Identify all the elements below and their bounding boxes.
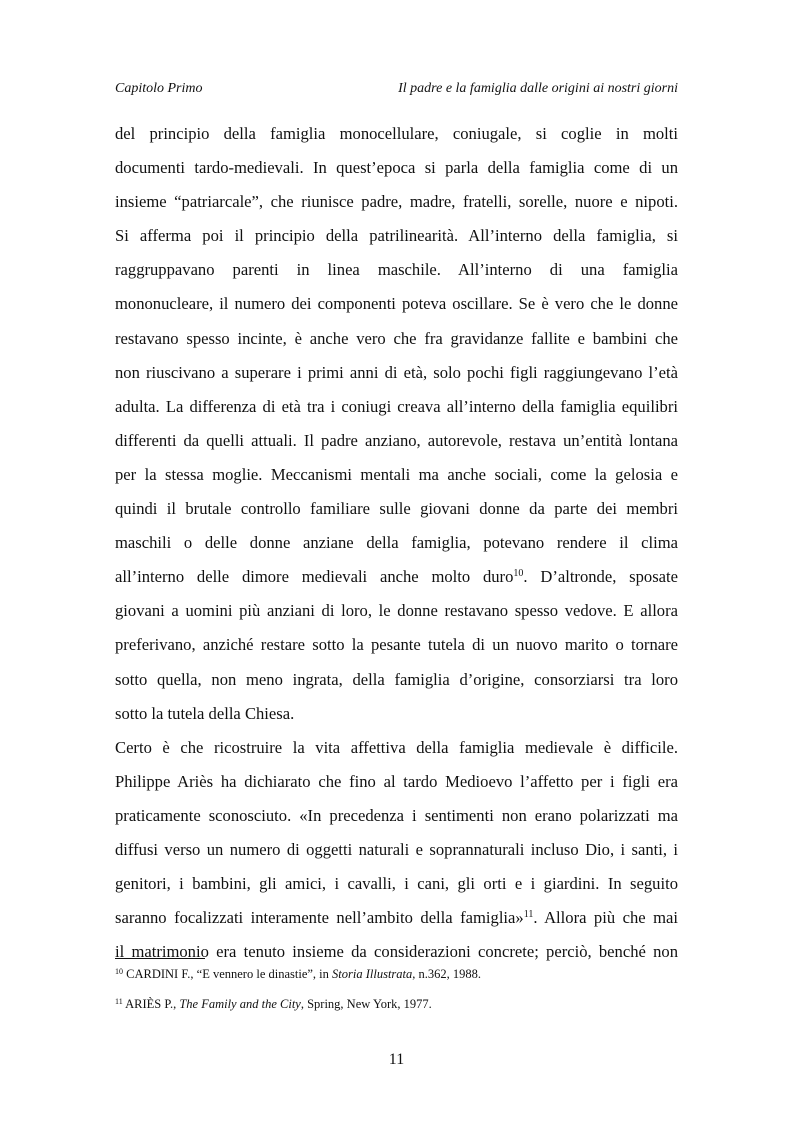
text-line-with-footnote-ref xyxy=(115,901,678,935)
text-line: raggruppavano parenti in linea maschile. All’interno di una famiglia xyxy=(115,260,678,280)
text-line: non riuscivano a superare i primi anni di età, solo pochi figli raggiungevano l’età xyxy=(115,362,678,382)
body-text xyxy=(115,117,678,969)
text-line: Si afferma poi il principio della patrilinearità. All’interno della famiglia, si xyxy=(115,226,678,246)
text-line: preferivano, anziché restare sotto la pesante tutela di un nuovo marito o tornare xyxy=(115,635,678,655)
text-segment: all’interno delle dimore medievali anche molto duro xyxy=(115,567,514,587)
text-line-with-footnote-ref xyxy=(115,560,678,594)
text-line: genitori, i bambini, gli amici, i cavalli, i cani, gli orti e i giardini. In seguito xyxy=(115,874,678,894)
footnote-ref-11[interactable]: 11 xyxy=(523,909,534,921)
text-line: del principio della famiglia monocellulare, coniugale, si coglie in molti xyxy=(115,124,678,143)
footnote-text: CARDINI F., “E vennero le dinastie”, in xyxy=(126,967,333,981)
footnote-text: , n.362, 1988. xyxy=(412,967,481,981)
text-line: giovani a uomini più anziani di loro, le donne restavano spesso vedove. E allora xyxy=(115,601,678,621)
footnote-number: 11 xyxy=(115,997,123,1006)
text-line: restavano spesso incinte, è anche vero che fra gravidanze fallite e bambini che xyxy=(115,328,678,348)
footnote-number: 10 xyxy=(115,967,123,976)
text-line: quindi il brutale controllo familiare sulle giovani donne da parte dei membri xyxy=(115,499,678,519)
footnote-ref-10[interactable]: 10 xyxy=(513,568,524,580)
text-line: per la stessa moglie. Meccanismi mentali ma anche sociali, come la gelosia e xyxy=(115,464,678,484)
text-line: sotto quella, non meno ingrata, della famiglia d’origine, consorziarsi tra loro xyxy=(115,669,678,689)
book-title: Il padre e la famiglia dalle origini ai nostri giorni xyxy=(398,81,678,96)
text-segment: . D’altronde, sposate xyxy=(523,567,678,587)
text-line: differenti da quelli attuali. Il padre anziano, autorevole, restava un’entità lontana xyxy=(115,430,678,450)
text-line: Certo è che ricostruire la vita affettiva della famiglia medievale è difficile. xyxy=(115,737,678,757)
text-line: diffusi verso un numero di oggetti naturali e soprannaturali incluso Dio, i santi, i xyxy=(115,839,678,859)
text-line: maschili o delle donne anziane della famiglia, potevano rendere il clima xyxy=(115,533,678,553)
text-line: praticamente sconosciuto. «In precedenza i sentimenti non erano polarizzati ma xyxy=(115,805,678,825)
page-number: 11 xyxy=(388,1051,405,1068)
text-line: sotto la tutela della Chiesa. xyxy=(115,703,295,723)
chapter-title: Capitolo Primo xyxy=(115,81,203,96)
footnote-text: , Spring, New York, 1977. xyxy=(300,997,432,1011)
footnote-title: Storia Illustrata xyxy=(332,967,413,981)
footnote-11 xyxy=(115,996,678,1012)
footnote-title: The Family and the City xyxy=(179,997,301,1011)
text-line: adulta. La differenza di età tra i coniugi creava all’interno della famiglia equilibri xyxy=(115,396,678,416)
text-line: documenti tardo-medievali. In quest’epoca si parla della famiglia come di un xyxy=(115,158,678,178)
footnote-text: ARIÈS P., xyxy=(125,997,180,1011)
text-line: insieme “patriarcale”, che riunisce padre, madre, fratelli, sorelle, nuore e nipoti. xyxy=(115,192,678,212)
footnote-10 xyxy=(115,966,678,982)
text-line: il matrimonio era tenuto insieme da considerazioni concrete; perciò, benché non xyxy=(115,942,678,962)
text-segment: . Allora più che mai xyxy=(533,908,678,928)
footnote-separator xyxy=(115,958,205,959)
text-line: Philippe Ariès ha dichiarato che fino al tardo Medioevo l’affetto per i figli era xyxy=(115,771,678,791)
text-line: mononucleare, il numero dei componenti poteva oscillare. Se è vero che le donne xyxy=(115,294,678,314)
text-segment: saranno focalizzati interamente nell’ambito della famiglia» xyxy=(115,908,524,928)
